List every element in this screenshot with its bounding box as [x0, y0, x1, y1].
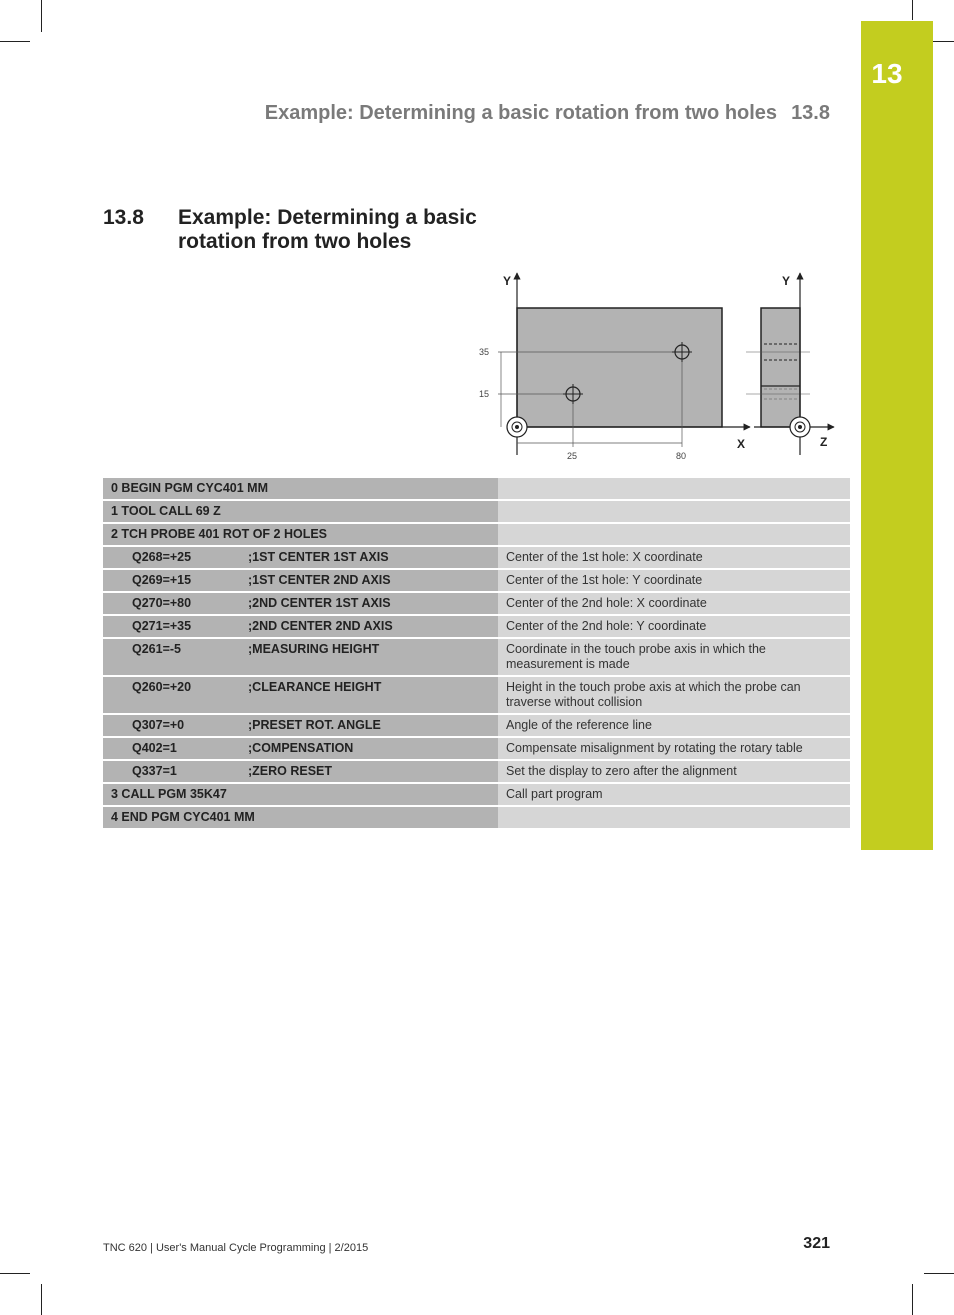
parameter-value: Q269=+15: [132, 573, 192, 587]
parameter-line: [103, 639, 498, 675]
dim-label-25: 25: [567, 451, 578, 461]
y-axis-right-label: Y: [782, 274, 791, 288]
parameter-line: [103, 593, 498, 614]
table-row: [103, 478, 850, 499]
program-line: 3 CALL PGM 35K47: [103, 784, 498, 805]
y-axis-left-label: Y: [503, 274, 512, 288]
crop-mark: [924, 1273, 954, 1274]
dim-label-80: 80: [676, 451, 687, 461]
parameter-comment: ;COMPENSATION: [248, 741, 354, 755]
parameter-comment: ;PRESET ROT. ANGLE: [248, 718, 381, 732]
table-row: [103, 593, 850, 614]
table-row: [103, 738, 850, 759]
workpiece-front: [517, 308, 722, 427]
datum-symbol-left: [507, 417, 527, 437]
parameter-comment: ;2ND CENTER 2ND AXIS: [248, 619, 393, 633]
parameter-line: [103, 677, 498, 713]
table-row: [103, 761, 850, 782]
workpiece-side: [761, 308, 800, 427]
running-header-title: Example: Determining a basic rotation from two holes: [264, 102, 778, 124]
crop-mark: [0, 1273, 30, 1274]
section-title: Example: Determining a basic rotation from two holes: [178, 206, 477, 253]
line-description: [498, 524, 850, 545]
line-description: Center of the 1st hole: X coordinate: [498, 547, 850, 568]
section-number: 13.8: [103, 206, 144, 229]
table-row: [103, 715, 850, 736]
parameter-line: [103, 738, 498, 759]
running-header: [265, 102, 830, 125]
parameter-line: [103, 570, 498, 591]
line-description: [498, 501, 850, 522]
footer-text: TNC 620 | User's Manual Cycle Programming | 2/2015: [103, 1242, 369, 1254]
parameter-value: Q402=1: [132, 741, 177, 755]
crop-mark: [41, 1284, 42, 1315]
table-row: [103, 570, 850, 591]
program-line: 2 TCH PROBE 401 ROT OF 2 HOLES: [103, 524, 498, 545]
crop-mark: [41, 0, 42, 32]
parameter-comment: ;1ST CENTER 2ND AXIS: [248, 573, 391, 587]
table-row: [103, 524, 850, 545]
table-row: [103, 639, 850, 675]
parameter-value: Q307=+0: [132, 718, 185, 732]
parameter-line: [103, 761, 498, 782]
parameter-value: Q271=+35: [132, 619, 192, 633]
crop-mark: [912, 0, 913, 20]
line-description: Set the display to zero after the alignment: [498, 761, 850, 782]
parameter-value: Q337=1: [132, 764, 177, 778]
table-row: [103, 784, 850, 805]
parameter-line: [103, 616, 498, 637]
parameter-comment: ;MEASURING HEIGHT: [248, 642, 380, 656]
table-row: [103, 677, 850, 713]
dim-label-35: 35: [479, 347, 490, 357]
line-description: [498, 807, 850, 828]
parameter-line: [103, 715, 498, 736]
x-axis-label: X: [737, 437, 746, 451]
chapter-tab: [861, 21, 933, 850]
line-description: Compensate misalignment by rotating the rotary table: [498, 738, 850, 759]
program-line: 1 TOOL CALL 69 Z: [103, 501, 498, 522]
dim-label-15: 15: [479, 389, 490, 399]
table-row: [103, 807, 850, 828]
parameter-value: Q268=+25: [132, 550, 192, 564]
parameter-value: Q261=-5: [132, 642, 181, 656]
table-row: [103, 616, 850, 637]
running-header-section: 13.8: [791, 102, 830, 124]
drawing-figure: [470, 265, 840, 465]
program-line: 0 BEGIN PGM CYC401 MM: [103, 478, 498, 499]
parameter-comment: ;CLEARANCE HEIGHT: [248, 680, 382, 694]
parameter-line: [103, 547, 498, 568]
table-row: [103, 501, 850, 522]
parameter-value: Q270=+80: [132, 596, 192, 610]
line-description: Angle of the reference line: [498, 715, 850, 736]
crop-mark: [912, 1284, 913, 1315]
line-description: Center of the 2nd hole: Y coordinate: [498, 616, 850, 637]
parameter-comment: ;2ND CENTER 1ST AXIS: [248, 596, 391, 610]
line-description: Center of the 2nd hole: X coordinate: [498, 593, 850, 614]
parameter-value: Q260=+20: [132, 680, 192, 694]
page-number: 321: [803, 1235, 830, 1252]
parameter-comment: ;ZERO RESET: [248, 764, 333, 778]
z-axis-label: Z: [820, 435, 828, 449]
datum-symbol-right: [790, 417, 810, 437]
line-description: Height in the touch probe axis at which the probe can traverse without collision: [498, 677, 850, 713]
parameter-comment: ;1ST CENTER 1ST AXIS: [248, 550, 389, 564]
program-line: 4 END PGM CYC401 MM: [103, 807, 498, 828]
chapter-number: 13: [871, 58, 903, 89]
program-table: [103, 476, 850, 830]
line-description: Coordinate in the touch probe axis in which the measurement is made: [498, 639, 850, 675]
crop-mark: [0, 41, 30, 42]
table-row: [103, 547, 850, 568]
line-description: Center of the 1st hole: Y coordinate: [498, 570, 850, 591]
line-description: Call part program: [498, 784, 850, 805]
line-description: [498, 478, 850, 499]
